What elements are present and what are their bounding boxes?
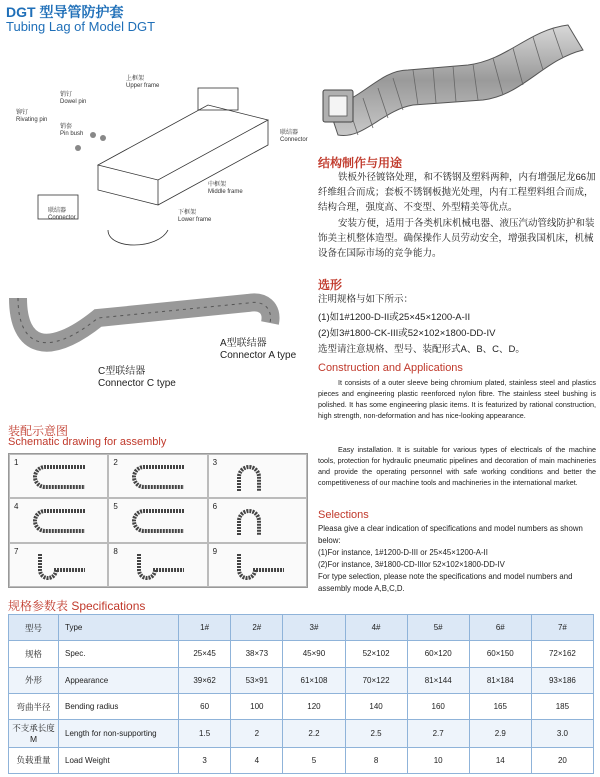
spec-cell: 2.2 [283,720,345,747]
exploded-diagram [8,76,308,250]
spec-cell: 160 [407,693,469,719]
table-row [9,747,594,773]
structure-para-1: 铁板外径镀铬处理，和不锈钢及塑料两种，内有增强尼龙66加纤维组合而成；套板不锈钢板抛光处理，内有工程塑料组合而成，结构合理，强度高、不变型、外型精美等优点。 [318,172,596,213]
spec-cell: 5# [407,615,469,641]
spec-cell: 3 [179,747,231,773]
spec-cell: 100 [231,693,283,719]
spec-cell: 60 [179,693,231,719]
spec-cell: 60×120 [407,641,469,667]
spec-cell: 1.5 [179,720,231,747]
assembly-cell-1: 1 [9,454,108,498]
spec-cell: 61×108 [283,667,345,693]
selections-en-line-4: For type selection, please note the specifications and model numbers and assembly mode A,B,C,D. [318,572,573,593]
spec-cell: 2# [231,615,283,641]
spec-cell: 3.0 [531,720,593,747]
spec-cell: 1# [179,615,231,641]
spec-cell: 81×184 [469,667,531,693]
assembly-cell-7: 7 [9,543,108,587]
structure-title: 结构制作与用途 [318,156,403,170]
spec-cell: 38×73 [231,641,283,667]
selections-en-line-1: Pleasa give a clear indication of specifications and model numbers as shown below: [318,524,583,545]
selection-cn-line-3: (2)如3#1800-CK-III或52×102×1800-DD-IV [318,328,496,339]
assembly-title-cn: 装配示意图 [8,424,69,438]
spec-cell: 2 [231,720,283,747]
spec-table [8,614,594,774]
spec-cell: 81×144 [407,667,469,693]
spec-cell: 53×91 [231,667,283,693]
spec-cell: Type [59,615,179,641]
spec-cell: 不支承长度M [9,720,59,747]
assembly-cell-4: 4 [9,498,108,542]
assembly-cell-5: 5 [108,498,207,542]
spec-cell: 93×186 [531,667,593,693]
table-row [9,720,594,747]
spec-cell: Length for non-supporting [59,720,179,747]
spec-cell: 2.5 [345,720,407,747]
spec-cell: 6# [469,615,531,641]
connector-label-left: 联结器 Connector [48,208,76,221]
construction-para-1: It consists of a outer sleeve being chromium plated, stainless steel and plastics pieces and engineering plastic reenforced nylon fibre. The stainless steel bushing is polished. It has some engineering plasic items. It is featurized by rational construction, high strength, non-deformation and has nice-looking appearance. [318,378,596,420]
assembly-title-en: Schematic drawing for assembly [8,436,167,448]
assembly-cell-6: 6 [208,498,307,542]
spec-cell: 规格 [9,641,59,667]
connector-a-label: A型联结器 Connector A type [220,338,297,361]
assembly-cell-9: 9 [208,543,307,587]
spec-cell: 外形 [9,667,59,693]
table-row [9,667,594,693]
spec-cell: 14 [469,747,531,773]
construction-para-2: Easy installation. It is suitable for various types of electricals of the machine tools, protection for hydraulic pneumatic pipelines and decoration of main machineries and provide the operating personnel with safe working conditions and better the competitiveness of our machine tools and machineries in the international market. [318,445,596,487]
table-row [9,693,594,719]
tubing-lag-photo [318,10,598,150]
upper-frame-label: 上框架 Upper frame [126,76,160,89]
title-cn: DGT 型导管防护套 [6,4,124,20]
spec-cell: 45×90 [283,641,345,667]
spec-cell: 4# [345,615,407,641]
spec-cell: 60×150 [469,641,531,667]
spec-title: 规格参数表 Specifications [8,599,146,613]
title-en: Tubing Lag of Model DGT [6,19,156,34]
spec-cell: 72×162 [531,641,593,667]
spec-cell: Spec. [59,641,179,667]
spec-cell: 140 [345,693,407,719]
spec-cell: Load Weight [59,747,179,773]
structure-para-2: 安装方便，适用于各类机床机械电器、液压汽动管线防护和装饰美主机整体造型。确保操作人员劳动安全，增强我国机床，机械设备在国际市场的竞争能力。 [318,218,595,259]
spec-cell: 52×102 [345,641,407,667]
spec-cell: 4 [231,747,283,773]
spec-cell: 2.9 [469,720,531,747]
dowel-pin-label: 销钉 Dowel pin [60,92,87,105]
connector-label-right: 联结器 Connector [280,130,308,143]
spec-cell: 120 [283,693,345,719]
construction-title-en: Construction and Applications [318,362,463,374]
selection-cn-line-4: 选型请注意规格、型号、装配形式A、B、C、D。 [318,344,525,355]
spec-cell: 25×45 [179,641,231,667]
selection-cn-line-1: 注明规格与如下所示： [318,294,414,305]
selection-cn-line-2: (1)如1#1200-D-II或25×45×1200-A-II [318,312,471,323]
selections-title-en: Selections [318,509,369,521]
spec-cell: 型号 [9,615,59,641]
table-row [9,615,594,641]
spec-cell: 2.7 [407,720,469,747]
spec-cell: Appearance [59,667,179,693]
rivet-label: 铆钉 Rivating pin [16,110,48,123]
spec-cell: 39×62 [179,667,231,693]
table-row [9,641,594,667]
lower-frame-label: 下框架 Lower frame [178,210,212,223]
spec-cell: 10 [407,747,469,773]
spec-cell: 负载重量 [9,747,59,773]
pin-bush-label: 销套 Pin bush [60,124,84,137]
assembly-cell-3: 3 [208,454,307,498]
spec-cell: 3# [283,615,345,641]
exploded-diagram-drawing [8,80,308,250]
spec-cell: Bending radius [59,693,179,719]
middle-frame-label: 中框架 Middle frame [208,182,243,195]
selections-en-line-3: (2)For instance, 3#1800-CD-IIIor 52×102×1800-DD-IV [318,560,505,569]
assembly-cell-8: 8 [108,543,207,587]
spec-cell: 165 [469,693,531,719]
selections-en-line-2: (1)For instance, 1#1200-D-III or 25×45×1200-A-II [318,548,488,557]
spec-cell: 70×122 [345,667,407,693]
spec-cell: 7# [531,615,593,641]
selection-title-cn: 选形 [318,278,343,292]
spec-cell: 8 [345,747,407,773]
spec-cell: 弯曲半径 [9,693,59,719]
spec-cell: 185 [531,693,593,719]
connector-c-label: C型联结器 Connector C type [98,366,176,389]
assembly-grid [8,453,308,588]
spec-cell: 5 [283,747,345,773]
assembly-cell-2: 2 [108,454,207,498]
spec-cell: 20 [531,747,593,773]
